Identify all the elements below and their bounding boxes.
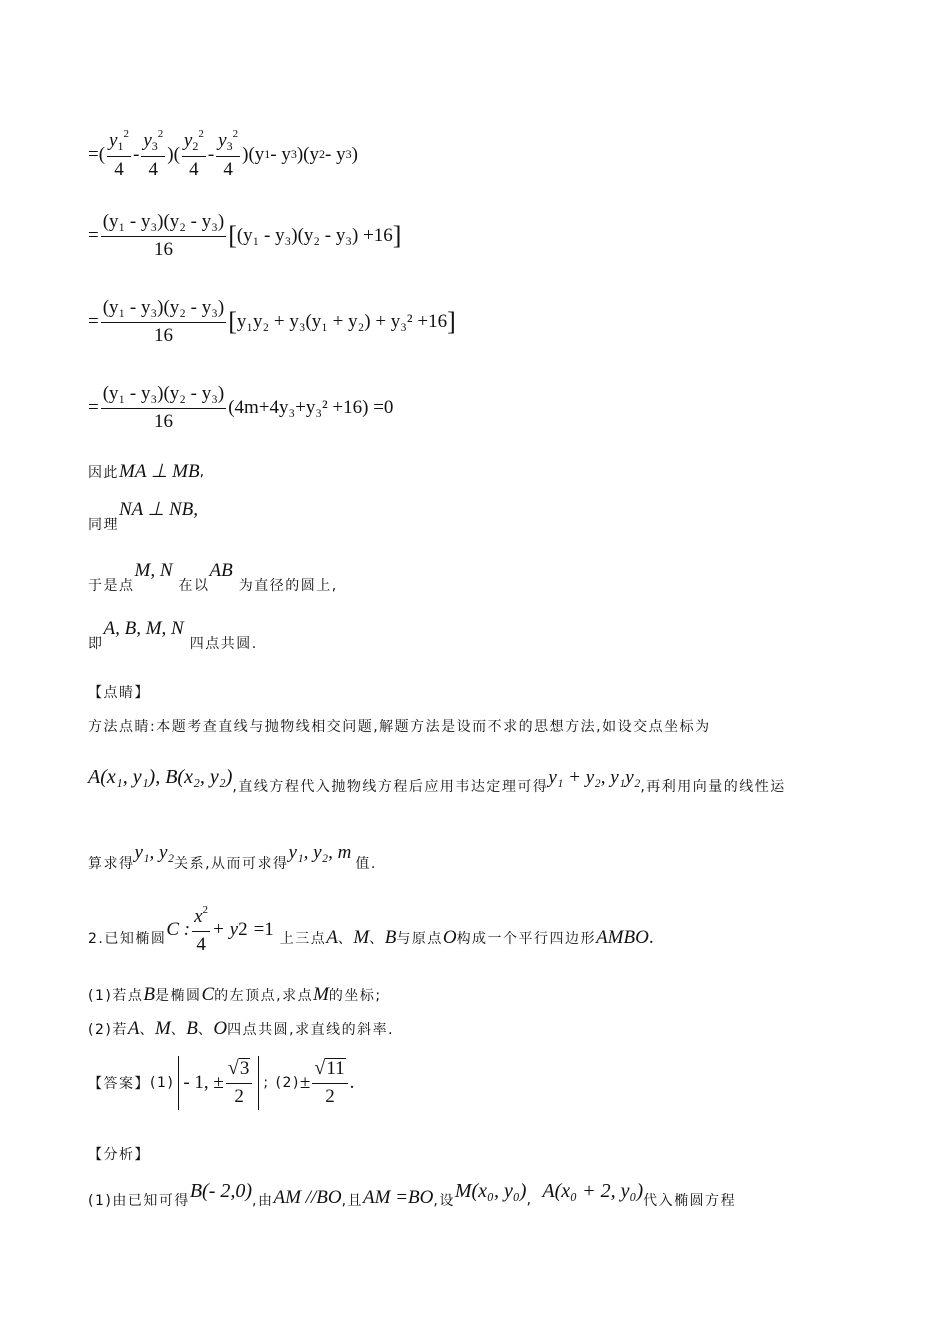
method-paragraph-line-1: 方法点睛:本题考查直线与抛物线相交问题,解题方法是设而不求的思想方法,如设交点坐标为 — [88, 719, 711, 735]
question-2: (2)若 A 、 M 、 B 、 O 四点共圆,求直线 的斜率. — [88, 1018, 395, 1039]
equation-line-3: = $\frac{\text{(y₁ - y₃)(y₂ - y₃)}}{16}$ [ y₁y₂ + y₃(y₁ + y₂) + y₃² +16 ] — [88, 297, 456, 346]
vieta-expr: y₁ + y₂, y₁y₂ — [548, 766, 641, 788]
perp-na-nb: NA ⊥ NB, — [119, 499, 199, 520]
paren-close: ) — [242, 143, 249, 165]
equation-line-1: =( $\frac{y_1^2}{4}$ - $\frac{y_3^2}{4}$ )( $\frac{y_2^2}{4}$ - $\frac{y_3^2}{4}$ ) (y 1 - y 3 )(y 2 - y 3 ) — [88, 128, 358, 181]
equation-line-4: = $\frac{\text{(y₁ - y₃)(y₂ - y₃)}}{16}$ (4m+4y₃+y₃² +16) =0 — [88, 383, 394, 432]
similarly-line: 同理 NA ⊥ NB, — [88, 499, 199, 533]
fraction-line-3: $\frac{\text{(y₁ - y₃)(y₂ - y₃)}}{16}$ — [102, 297, 225, 346]
equation-line-2: = $\frac{\text{(y₁ - y₃)(y₂ - y₃)}}{16}$ [ (y₁ - y₃)(y₂ - y₃) +16 ] — [88, 211, 402, 260]
analysis-heading: 【分析】 — [88, 1147, 150, 1163]
concyclic-line: 即 A, B, M, N 四点共圆. — [88, 618, 258, 652]
fraction-y2sq-4: $\frac{y_2^2}{4}$ — [183, 128, 204, 181]
fraction-x2-4: $\frac{x^2}{4}$ — [194, 904, 209, 955]
fraction-y3sq-4-b: $\frac{y_3^2}{4}$ — [218, 128, 239, 181]
paren-close-open: )( — [167, 143, 180, 165]
problem-2-statement: 2.已知椭圆 C : $\frac{x^2}{4}$ + y 2 =1 上三点 A 、 M 、 B 与原点 O 构成一个平行四边形 AMBO . — [88, 904, 654, 955]
answer-line: 【答案】 (1) - 1, ± √ 3 2 ; (2) ± √ 11 2 . — [88, 1056, 890, 1110]
fraction-y3sq-4: $\frac{y_3^2}{4}$ — [143, 128, 164, 181]
on-circle-line: 于是点 M, N 在以 AB 为直径的圆上, — [88, 560, 338, 594]
dianjing-heading: 【点睛】 — [88, 685, 150, 701]
minus-sign-2: - — [207, 143, 215, 165]
bracket-content-3: y₁y₂ + y₃(y₁ + y₂) + y₃² +16 — [236, 311, 448, 333]
method-paragraph-line-2: A(x₁, y₁), B(x₂, y₂) ,直线方程代入抛物线方程后应用韦达定理可得 y₁ + y₂, y₁y₂ ,再利用向量的线性运 — [88, 766, 786, 795]
right-bracket-bar — [258, 1056, 259, 1110]
bracket-content-2: (y₁ - y₃)(y₂ - y₃) +16 — [236, 225, 393, 247]
coord-ab: A(x₁, y₁), B(x₂, y₂) — [88, 766, 233, 788]
question-1: (1)若点 B 是椭圆 C 的左顶点,求点 M 的坐标; — [88, 984, 382, 1005]
answer-heading: 【答案】 — [88, 1076, 150, 1092]
fraction-sqrt11-2: √ 11 2 — [312, 1058, 347, 1108]
equation-tail-4: (4m+4y₃+y₃² +16) =0 — [228, 397, 394, 419]
fraction-line-4: $\frac{\text{(y₁ - y₃)(y₂ - y₃)}}{16}$ — [102, 383, 225, 432]
fraction-sqrt3-2: √ 3 2 — [226, 1058, 252, 1108]
therefore-line: 因此 MA ⊥ MB , — [88, 461, 206, 482]
minus-sign: - — [132, 143, 140, 165]
analysis-line-1: (1)由已知可得 B(- 2,0) ,由 AM //BO ,且 AM =BO ,设 M(x₀, y₀) , A(x₀ + 2, y₀) 代入椭圆方程 — [88, 1180, 737, 1209]
method-paragraph-line-3: 算求得 y₁, y₂ 关系,从而可求得 y₁, y₂, m 值. — [88, 842, 377, 872]
equals-paren: =( — [88, 143, 106, 165]
fraction-line-2: $\frac{\text{(y₁ - y₃)(y₂ - y₃)}}{16}$ — [102, 211, 225, 260]
fraction-y1sq-4: $\frac{y_1^2}{4}$ — [109, 128, 129, 181]
perp-ma-mb: MA ⊥ MB — [119, 461, 200, 482]
left-bracket-bar — [178, 1056, 179, 1110]
